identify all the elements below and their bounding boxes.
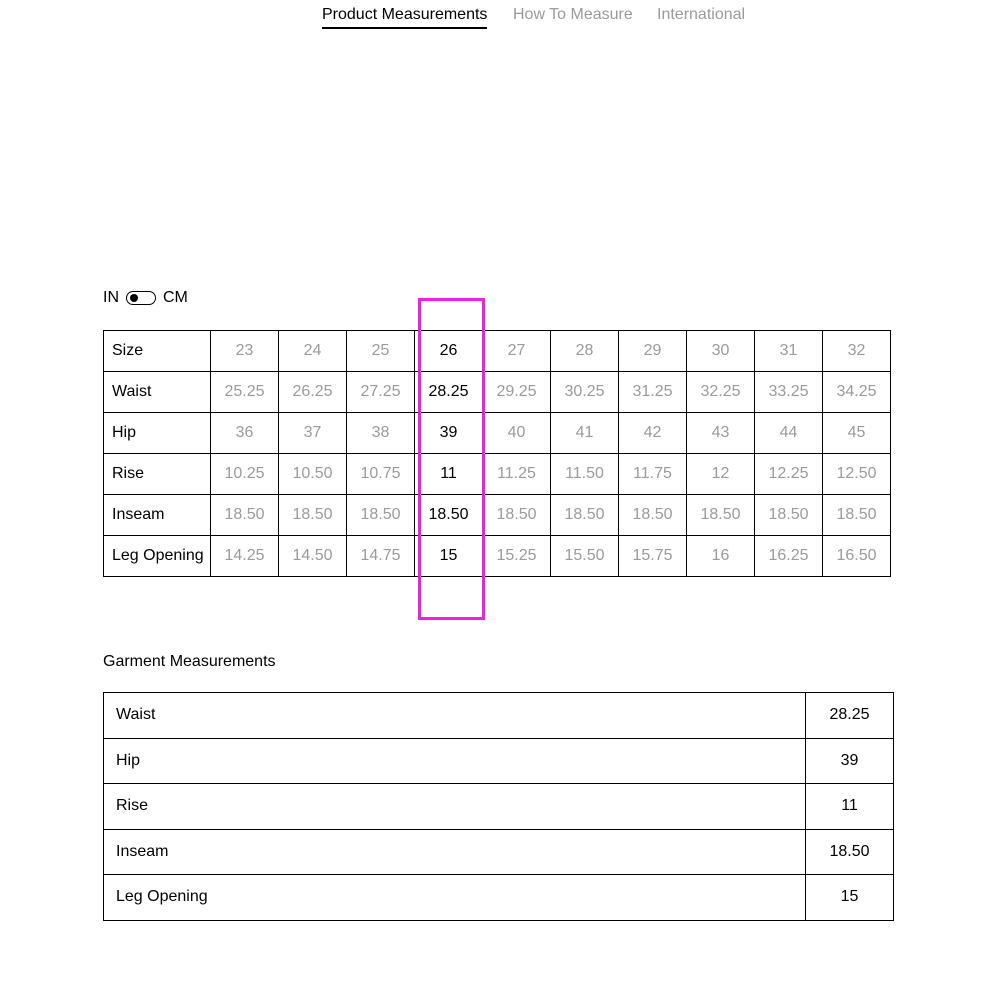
measurement-cell: 26.25 (279, 372, 347, 413)
size-row-leg-opening (104, 536, 891, 577)
measurement-cell: 10.25 (211, 454, 279, 495)
size-row-waist (104, 372, 891, 413)
unit-toggle (103, 287, 188, 309)
measurement-cell: 25.25 (211, 372, 279, 413)
measurement-cell: 30.25 (551, 372, 619, 413)
measurement-cell: 15.50 (551, 536, 619, 577)
garment-label: Rise (104, 784, 806, 830)
measurement-cell: 16 (687, 536, 755, 577)
measurement-cell: 14.50 (279, 536, 347, 577)
size-option-cell[interactable]: 27 (483, 331, 551, 372)
measurement-cell: 11.25 (483, 454, 551, 495)
garment-row (104, 829, 894, 875)
measurement-cell: 11 (415, 454, 483, 495)
measurement-cell: 18.50 (619, 495, 687, 536)
measurement-tabs (0, 5, 1000, 31)
garment-label: Leg Opening (104, 875, 806, 921)
size-option-cell[interactable]: 32 (823, 331, 891, 372)
size-option-cell[interactable]: 30 (687, 331, 755, 372)
measurement-cell: 45 (823, 413, 891, 454)
garment-row (104, 738, 894, 784)
measurement-cell: 39 (415, 413, 483, 454)
measurement-cell: 18.50 (211, 495, 279, 536)
garment-value: 28.25 (806, 693, 894, 739)
measurement-cell: 18.50 (415, 495, 483, 536)
measurement-cell: 37 (279, 413, 347, 454)
size-option-cell[interactable]: 26 (415, 331, 483, 372)
size-option-cell[interactable]: 23 (211, 331, 279, 372)
measurement-cell: 15 (415, 536, 483, 577)
row-header: Waist (104, 372, 211, 413)
garment-value: 18.50 (806, 829, 894, 875)
measurement-cell: 14.25 (211, 536, 279, 577)
tab-product-measurements[interactable] (322, 5, 487, 25)
measurement-cell: 38 (347, 413, 415, 454)
tab-label: Product Measurements (322, 6, 488, 23)
unit-label-cm: CM (163, 289, 188, 306)
measurement-cell: 43 (687, 413, 755, 454)
measurement-cell: 18.50 (483, 495, 551, 536)
measurement-cell: 41 (551, 413, 619, 454)
size-option-cell[interactable]: 24 (279, 331, 347, 372)
tab-international[interactable] (657, 5, 745, 25)
measurement-cell: 12 (687, 454, 755, 495)
size-option-cell[interactable]: 28 (551, 331, 619, 372)
measurement-cell: 12.25 (755, 454, 823, 495)
garment-value: 11 (806, 784, 894, 830)
measurement-cell: 18.50 (347, 495, 415, 536)
measurement-cell: 15.25 (483, 536, 551, 577)
unit-switch[interactable] (126, 291, 156, 305)
tab-how-to-measure[interactable] (513, 5, 633, 25)
row-header: Rise (104, 454, 211, 495)
size-option-cell[interactable]: 31 (755, 331, 823, 372)
measurement-cell: 10.50 (279, 454, 347, 495)
measurement-cell: 42 (619, 413, 687, 454)
measurement-cell: 16.25 (755, 536, 823, 577)
measurement-cell: 27.25 (347, 372, 415, 413)
switch-knob (130, 294, 138, 302)
size-chart-table (103, 330, 891, 577)
tab-label: International (657, 6, 746, 23)
tab-label: How To Measure (513, 6, 633, 23)
measurement-cell: 31.25 (619, 372, 687, 413)
garment-label: Hip (104, 738, 806, 784)
measurement-cell: 18.50 (551, 495, 619, 536)
measurement-cell: 44 (755, 413, 823, 454)
measurement-cell: 14.75 (347, 536, 415, 577)
garment-label: Inseam (104, 829, 806, 875)
measurement-cell: 11.50 (551, 454, 619, 495)
size-row-inseam (104, 495, 891, 536)
garment-row (104, 875, 894, 921)
measurement-cell: 18.50 (687, 495, 755, 536)
size-option-cell[interactable]: 29 (619, 331, 687, 372)
garment-value: 15 (806, 875, 894, 921)
measurement-cell: 32.25 (687, 372, 755, 413)
garment-measurements-title: Garment Measurements (103, 653, 276, 670)
size-row-size (104, 331, 891, 372)
measurement-cell: 33.25 (755, 372, 823, 413)
measurement-cell: 36 (211, 413, 279, 454)
unit-label-in: IN (103, 289, 119, 306)
measurement-cell: 18.50 (279, 495, 347, 536)
row-header: Leg Opening (104, 536, 211, 577)
garment-value: 39 (806, 738, 894, 784)
measurement-cell: 34.25 (823, 372, 891, 413)
measurement-cell: 16.50 (823, 536, 891, 577)
measurement-cell: 40 (483, 413, 551, 454)
row-header: Inseam (104, 495, 211, 536)
garment-label: Waist (104, 693, 806, 739)
garment-row (104, 784, 894, 830)
size-option-cell[interactable]: 25 (347, 331, 415, 372)
measurement-cell: 29.25 (483, 372, 551, 413)
row-header: Size (104, 331, 211, 372)
measurement-cell: 11.75 (619, 454, 687, 495)
measurement-cell: 12.50 (823, 454, 891, 495)
measurement-cell: 18.50 (823, 495, 891, 536)
garment-measurements-table (103, 692, 894, 921)
measurement-cell: 15.75 (619, 536, 687, 577)
garment-row (104, 693, 894, 739)
size-row-rise (104, 454, 891, 495)
size-row-hip (104, 413, 891, 454)
measurement-cell: 10.75 (347, 454, 415, 495)
row-header: Hip (104, 413, 211, 454)
active-tab-underline (322, 27, 487, 29)
measurement-cell: 28.25 (415, 372, 483, 413)
measurement-cell: 18.50 (755, 495, 823, 536)
